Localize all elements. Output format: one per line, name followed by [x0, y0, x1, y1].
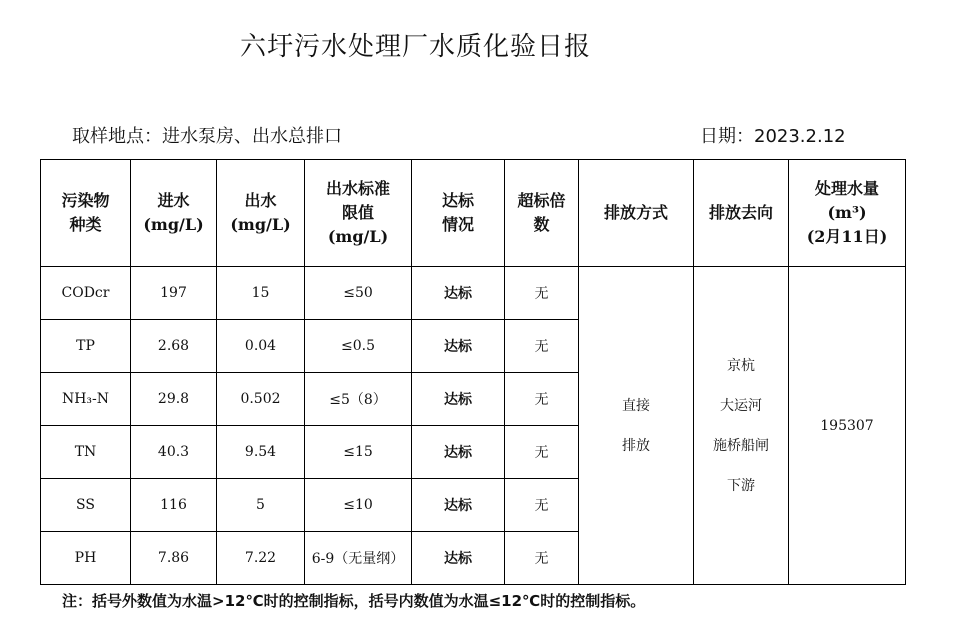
header-volume [789, 160, 906, 267]
header-inflow-line1: 进水 [157, 191, 190, 210]
exceed-multiple: 无 [505, 479, 579, 532]
header-volume-line2: (m³) [827, 203, 867, 222]
pollutant-name: NH₃-N [41, 373, 131, 426]
water-quality-table [40, 159, 906, 585]
discharge-method-line1: 直接 [622, 397, 650, 414]
exceed-multiple: 无 [505, 320, 579, 373]
compliance-status: 达标 [412, 320, 505, 373]
header-outflow-line2: (mg/L) [230, 215, 291, 234]
outflow-value: 0.502 [217, 373, 305, 426]
standard-limit: ≤0.5 [305, 320, 412, 373]
standard-limit: 6-9（无量纲） [305, 532, 412, 585]
treated-volume: 195307 [789, 267, 906, 585]
discharge-method-line2: 排放 [622, 437, 650, 454]
compliance-status: 达标 [412, 426, 505, 479]
header-standard-line3: (mg/L) [327, 227, 389, 246]
footnote: 注：括号外数值为水温>12℃时的控制指标，括号内数值为水温≤12℃时的控制指标。 [62, 592, 646, 610]
header-standard-line1: 出水标准 [325, 179, 390, 198]
header-exceed-line1: 超标倍 [517, 191, 566, 210]
discharge-method-cell [579, 267, 694, 585]
outflow-value: 0.04 [217, 320, 305, 373]
exceed-multiple: 无 [505, 532, 579, 585]
inflow-value: 7.86 [131, 532, 217, 585]
discharge-destination-line1: 京杭 [727, 357, 755, 374]
header-compliance [412, 160, 505, 267]
compliance-status: 达标 [412, 267, 505, 320]
report-date: 日期：2023.2.12 [700, 126, 846, 147]
header-pollutant-line2: 种类 [69, 215, 102, 234]
discharge-destination-cell [694, 267, 789, 585]
header-standard [305, 160, 412, 267]
outflow-value: 9.54 [217, 426, 305, 479]
exceed-multiple: 无 [505, 426, 579, 479]
discharge-destination-line2: 大运河 [720, 397, 762, 414]
inflow-value: 116 [131, 479, 217, 532]
table-row [41, 267, 906, 320]
discharge-destination-line4: 下游 [727, 477, 755, 494]
compliance-status: 达标 [412, 532, 505, 585]
standard-limit: ≤10 [305, 479, 412, 532]
sampling-location: 取样地点：进水泵房、出水总排口 [72, 126, 342, 147]
exceed-multiple: 无 [505, 373, 579, 426]
inflow-value: 29.8 [131, 373, 217, 426]
standard-limit: ≤50 [305, 267, 412, 320]
report-title: 六圩污水处理厂水质化验日报 [240, 32, 592, 62]
inflow-value: 197 [131, 267, 217, 320]
pollutant-name: TP [41, 320, 131, 373]
compliance-status: 达标 [412, 373, 505, 426]
header-row [41, 160, 906, 267]
header-discharge-destination: 排放去向 [694, 160, 789, 267]
inflow-value: 2.68 [131, 320, 217, 373]
outflow-value: 5 [217, 479, 305, 532]
header-volume-line3: (2月11日) [806, 227, 888, 246]
standard-limit: ≤5（8） [305, 373, 412, 426]
header-exceed-line2: 数 [533, 215, 550, 234]
inflow-value: 40.3 [131, 426, 217, 479]
header-standard-line2: 限值 [341, 203, 374, 222]
exceed-multiple: 无 [505, 267, 579, 320]
pollutant-name: CODcr [41, 267, 131, 320]
header-inflow [131, 160, 217, 267]
header-outflow [217, 160, 305, 267]
compliance-status: 达标 [412, 479, 505, 532]
header-pollutant [41, 160, 131, 267]
pollutant-name: SS [41, 479, 131, 532]
header-outflow-line1: 出水 [244, 191, 277, 210]
header-compliance-line2: 情况 [441, 215, 474, 234]
pollutant-name: TN [41, 426, 131, 479]
header-inflow-line2: (mg/L) [143, 215, 204, 234]
outflow-value: 15 [217, 267, 305, 320]
outflow-value: 7.22 [217, 532, 305, 585]
header-exceed [505, 160, 579, 267]
pollutant-name: PH [41, 532, 131, 585]
header-discharge-method: 排放方式 [579, 160, 694, 267]
standard-limit: ≤15 [305, 426, 412, 479]
header-pollutant-line1: 污染物 [61, 191, 110, 210]
discharge-destination-line3: 施桥船闸 [713, 437, 769, 454]
header-compliance-line1: 达标 [441, 191, 474, 210]
header-volume-line1: 处理水量 [814, 179, 879, 198]
